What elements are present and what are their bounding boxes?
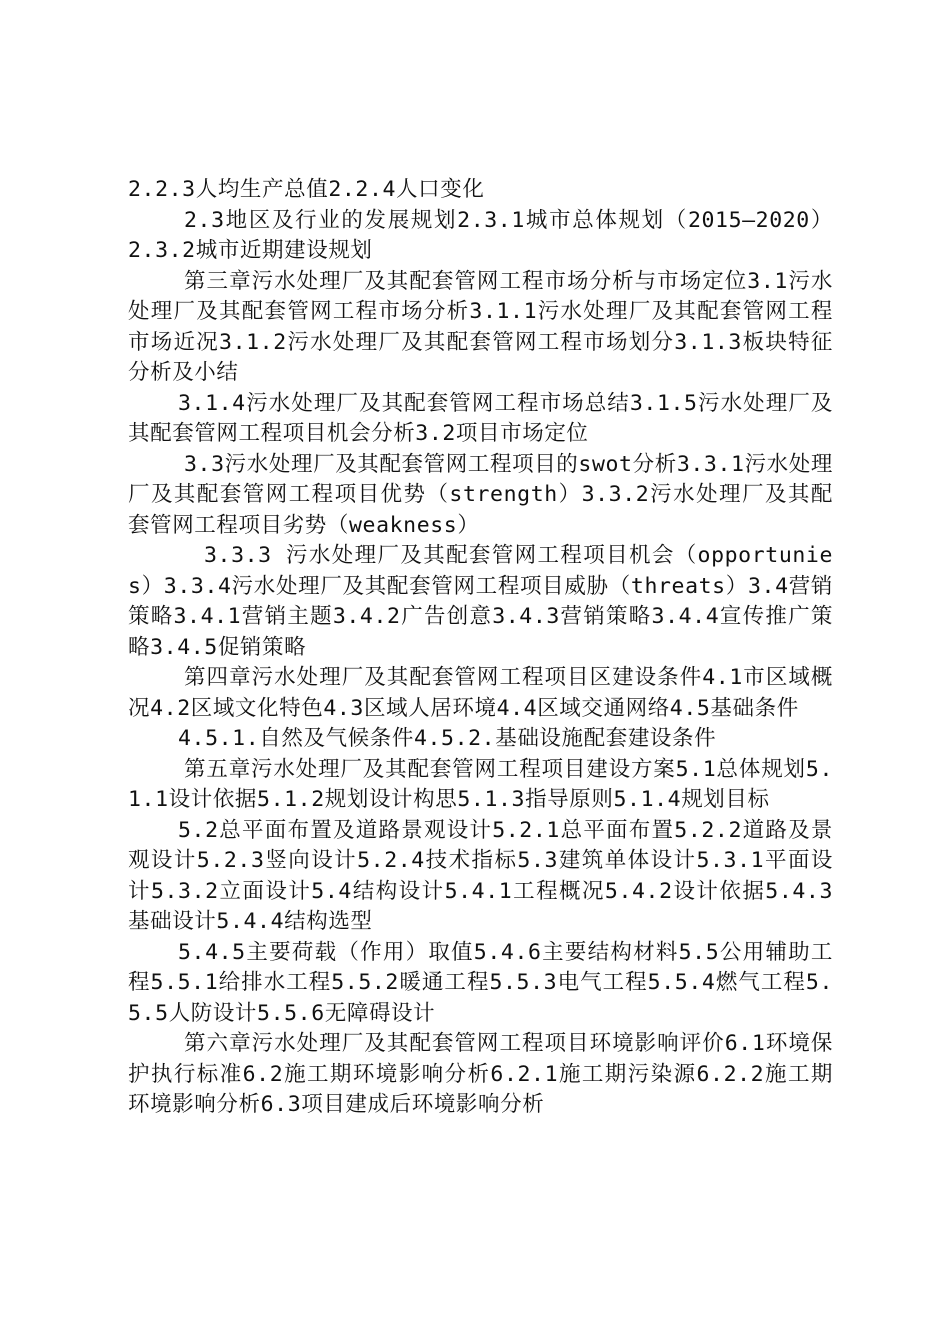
paragraph-5-4-5: 5.4.5主要荷载（作用）取值5.4.6主要结构材料5.5公用辅助工程5.5.1给排水工程5.5.2暖通工程5.5.3电气工程5.5.4燃气工程5.5.5人防设计5.5.6无障碍设计 <box>128 939 833 1026</box>
paragraph-3-3-3: 3.3.3 污水处理厂及其配套管网工程项目机会（opportunies）3.3.4污水处理厂及其配套管网工程项目威胁（threats）3.4营销策略3.4.1营销主题3.4.2广告创意3.4.3营销策略3.4.4宣传推广策略3.4.5促销策略 <box>128 543 833 660</box>
paragraph-chapter-3: 第三章污水处理厂及其配套管网工程市场分析与市场定位3.1污水处理厂及其配套管网工程市场分析3.1.1污水处理厂及其配套管网工程市场近况3.1.2污水处理厂及其配套管网工程市场划分3.1.3板块特征分析及小结 <box>128 268 833 385</box>
paragraph-2-2-3: 2.2.3人均生产总值2.2.4人口变化 <box>128 177 485 202</box>
paragraph-4-5-1: 4.5.1.自然及气候条件4.5.2.基础设施配套建设条件 <box>178 726 717 751</box>
paragraph-2-3: 2.3地区及行业的发展规划2.3.1城市总体规划（2015—2020）2.3.2城市近期建设规划 <box>128 207 833 263</box>
paragraph-3-3: 3.3污水处理厂及其配套管网工程项目的swot分析3.3.1污水处理厂及其配套管网工程项目优势（strength）3.3.2污水处理厂及其配套管网工程项目劣势（weakness） <box>128 451 833 538</box>
paragraph-chapter-5: 第五章污水处理厂及其配套管网工程项目建设方案5.1总体规划5.1.1设计依据5.1.2规划设计构思5.1.3指导原则5.1.4规划目标 <box>128 756 833 812</box>
paragraph-3-1-4: 3.1.4污水处理厂及其配套管网工程市场总结3.1.5污水处理厂及其配套管网工程项目机会分析3.2项目市场定位 <box>128 390 833 446</box>
paragraph-chapter-6: 第六章污水处理厂及其配套管网工程项目环境影响评价6.1环境保护执行标准6.2施工期环境影响分析6.2.1施工期污染源6.2.2施工期环境影响分析6.3项目建成后环境影响分析 <box>128 1031 833 1117</box>
paragraph-5-2: 5.2总平面布置及道路景观设计5.2.1总平面布置5.2.2道路及景观设计5.2.3竖向设计5.2.4技术指标5.3建筑单体设计5.3.1平面设计5.3.2立面设计5.4结构设计5.4.1工程概况5.4.2设计依据5.4.3基础设计5.4.4结构选型 <box>128 817 833 934</box>
document-body <box>128 175 833 1121</box>
paragraph-chapter-4: 第四章污水处理厂及其配套管网工程项目区建设条件4.1市区域概况4.2区域文化特色4.3区域人居环境4.4区域交通网络4.5基础条件 <box>128 665 833 721</box>
